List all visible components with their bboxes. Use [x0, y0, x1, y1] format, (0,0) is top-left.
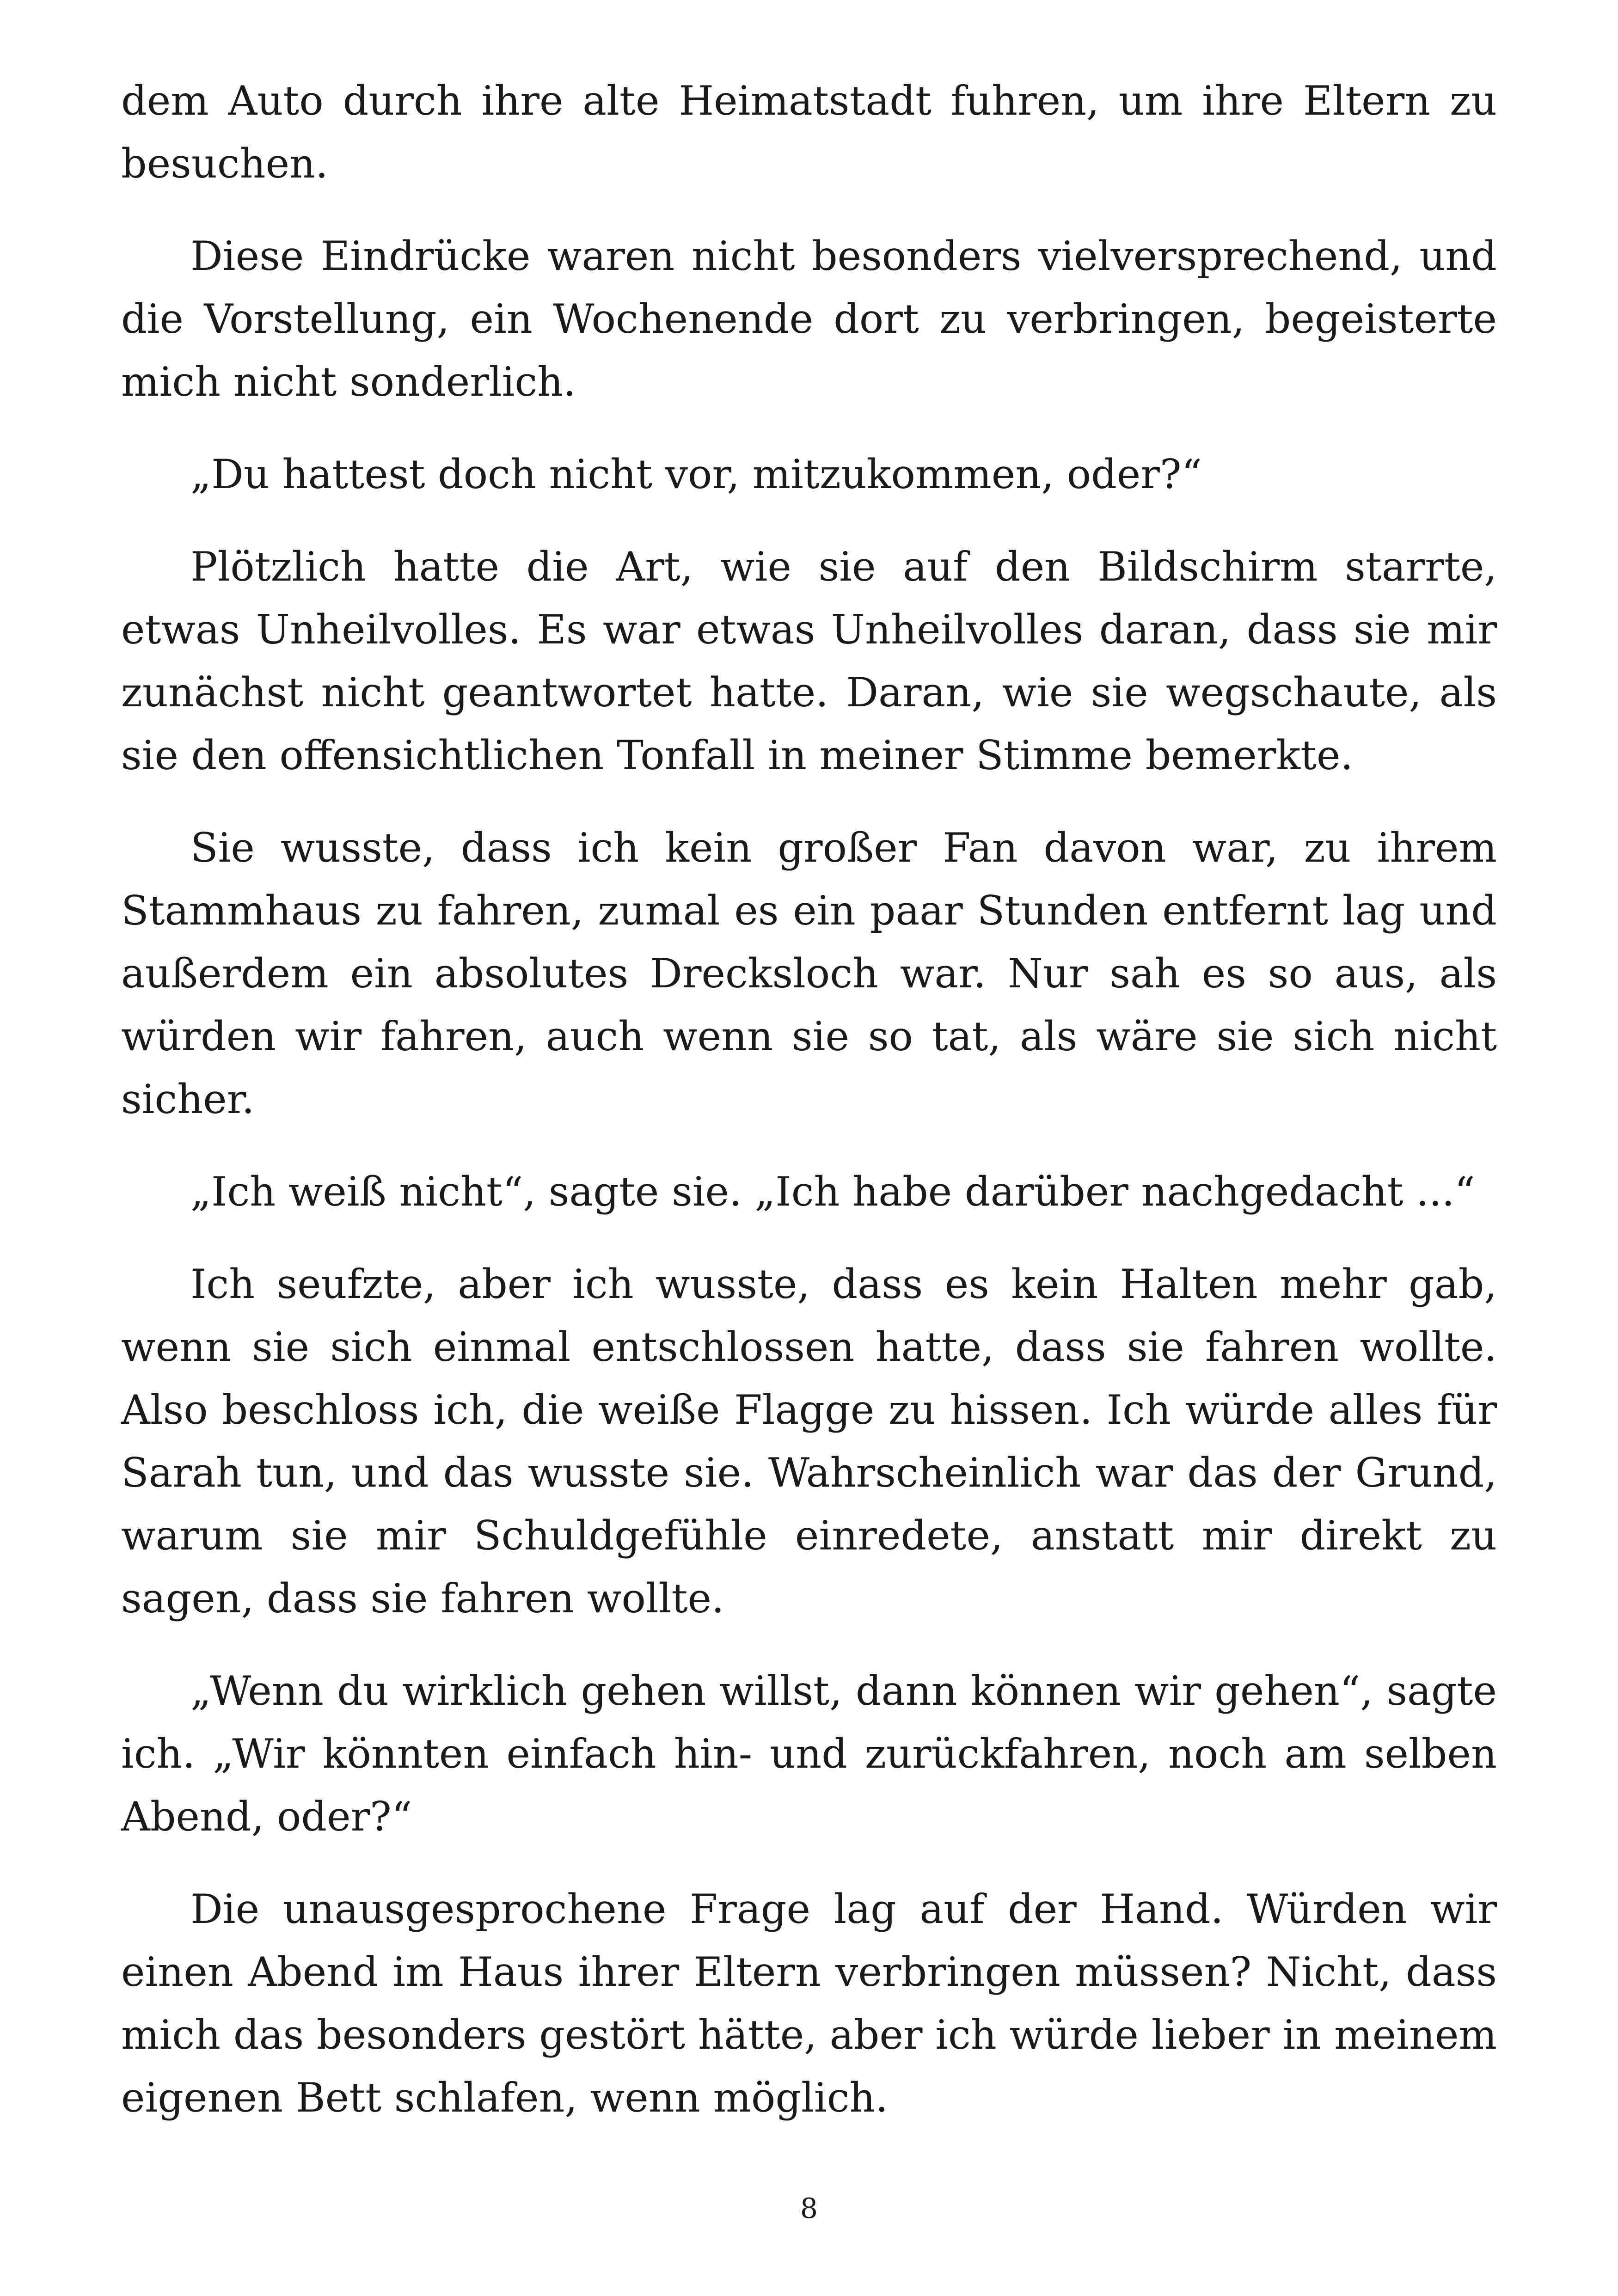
- paragraph: Plötzlich hatte die Art, wie sie auf den Bildschirm starrte, etwas Unheilvolles. Es war etwas Unheilvolles daran, dass sie mir zunächst nicht geantwortet hatte. Daran, wie sie wegschaute, als sie den offensichtlichen Tonfall in meiner Stimme bemerkte.: [121, 543, 1497, 779]
- page-number: 8: [800, 2192, 818, 2225]
- paragraph: Diese Eindrücke waren nicht besonders vielversprechend, und die Vorstellung, ein Wochenende dort zu verbringen, begeisterte mich nicht sonderlich.: [121, 233, 1497, 405]
- paragraph-continuation: dem Auto durch ihre alte Heimatstadt fuhren, um ihre Eltern zu besuchen.: [121, 77, 1497, 187]
- paragraph-dialogue: „Du hattest doch nicht vor, mitzukommen, oder?“: [190, 451, 1202, 498]
- page-body: [121, 69, 1497, 2159]
- paragraph: Ich seufzte, aber ich wusste, dass es kein Halten mehr gab, wenn sie sich einmal entschlossen hatte, dass sie fahren wollte. Also beschloss ich, die weiße Flagge zu hissen. Ich würde alles für Sarah tun, und das wusste sie. Wahrscheinlich war das der Grund, warum sie mir Schuldgefühle einredete, anstatt mir direkt zu sagen, dass sie fahren wollte.: [121, 1261, 1497, 1622]
- paragraph: Sie wusste, dass ich kein großer Fan davon war, zu ihrem Stammhaus zu fahren, zumal es ein paar Stunden entfernt lag und außerdem ein absolutes Drecksloch war. Nur sah es so aus, als würden wir fahren, auch wenn sie so tat, als wäre sie sich nicht sicher.: [121, 824, 1497, 1123]
- paragraph: Die unausgesprochene Frage lag auf der Hand. Würden wir einen Abend im Haus ihrer Eltern verbringen müssen? Nicht, dass mich das besonders gestört hätte, aber ich würde lieber in meinem eigenen Bett schlafen, wenn möglich.: [121, 1886, 1497, 2121]
- paragraph-dialogue: „Wenn du wirklich gehen willst, dann können wir gehen“, sagte ich. „Wir könnten einfach hin- und zurückfahren, noch am selben Abend, oder?“: [121, 1667, 1497, 1840]
- paragraph-dialogue: „Ich weiß nicht“, sagte sie. „Ich habe darüber nachgedacht ...“: [190, 1168, 1475, 1215]
